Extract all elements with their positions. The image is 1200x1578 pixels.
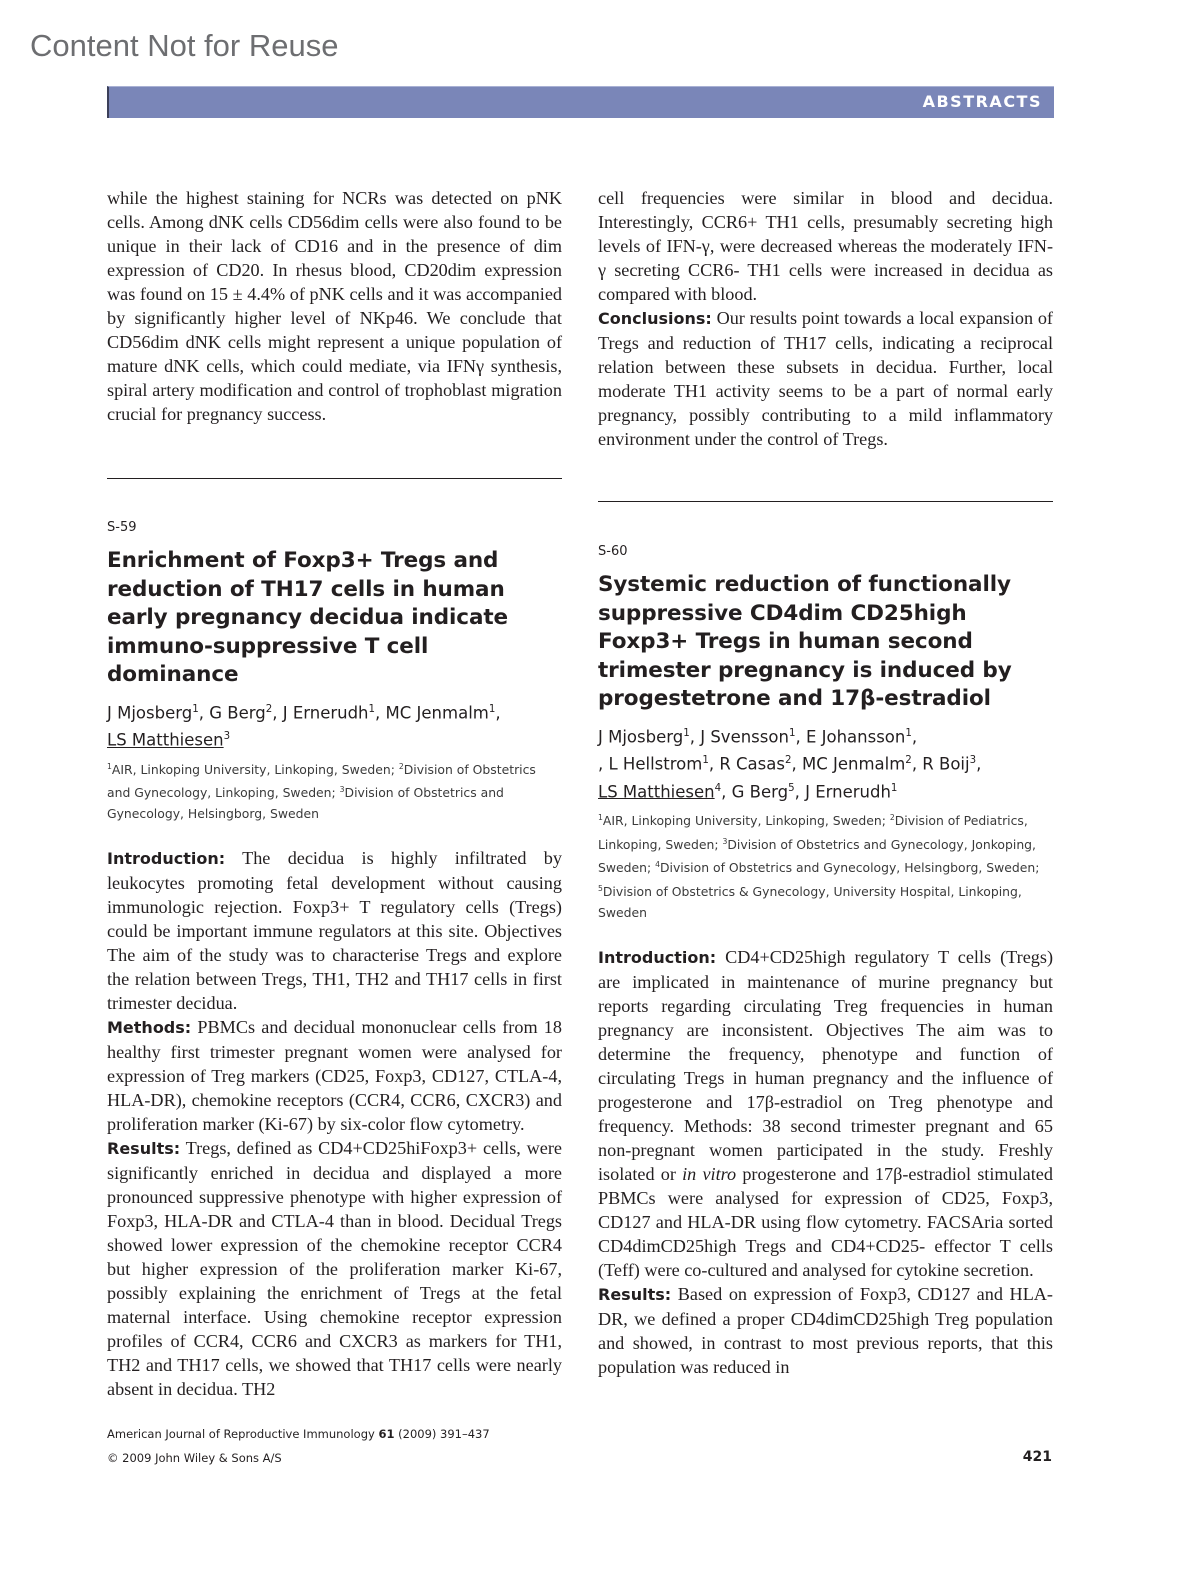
abstract-affiliations: $^1$AIR, Linkoping University, Linkoping, Sweden; $^2$Division of Obstetrics and Gynecology, Linkoping, Sweden; $^3$Division of Obstetrics and Gynecology, Helsingborg, Sweden — [107, 761, 536, 821]
introduction-text: The decidua is highly infiltrated by leukocytes promoting fetal development without causing immunologic rejection. Foxp3+ T regulatory cells (Tregs) could be important immune regulators at this site. Objectives The aim of the study was to characterise Tregs and explore the relation between Tregs, TH1, TH2 and TH17 cells in first trimester decidua. — [107, 848, 562, 1014]
results-text: Based on expression of Foxp3, CD127 and HLA-DR, we defined a proper CD4dimCD25high Treg population and showed, in contrast to most previous reports, that this population was reduced in — [598, 1284, 1053, 1377]
abstract-affiliations: $^1$AIR, Linkoping University, Linkoping, Sweden; $^2$Division of Pediatrics, Linkoping, Sweden; $^3$Division of Obstetrics and Gynecology, Jonkoping, Sweden; $^4$Division of Obstetrics and Gynecology, Helsingborg, Sweden; $^5$Division of Obstetrics & Gynecology, University Hospital, Linkoping, Sweden — [598, 813, 1040, 920]
conclusions-text: Our results point towards a local expansion of Tregs and reduction of TH17 cells, indicating a reciprocal relation between these subsets in decidua. Further, local moderate TH1 activity seems to be a part of normal early pregnancy, possibly contributing to a mild inflammatory environment under the control of Tregs. — [598, 308, 1053, 449]
abstract-id: S-60 — [598, 544, 628, 559]
abstract-s60 — [598, 544, 1053, 1379]
abstract-title: Systemic reduction of functionally suppressive CD4dim CD25high Foxp3+ Tregs in human second trimester pregnancy is induced by progestetrone and 17β-estradiol — [598, 572, 1012, 711]
section-label: ABSTRACTS — [922, 92, 1042, 111]
results-label: Results: — [107, 1139, 181, 1159]
methods-label: Methods: — [107, 1018, 192, 1038]
abstract-divider-right — [598, 501, 1053, 502]
prev-abstract-left-text — [107, 186, 562, 426]
abstract-authors: J Mjosberg$^1$, G Berg$^2$, J Ernerudh$^1$, MC Jenmalm$^1$, LS Matthiesen$^3$ — [107, 703, 501, 750]
abstract-s59 — [107, 520, 562, 1401]
journal-citation: American Journal of Reproductive Immunology 61 (2009) 391–437 — [107, 1427, 490, 1441]
introduction-text: CD4+CD25high regulatory T cells (Tregs) are implicated in maintenance of murine pregnancy but reports regarding circulating Treg frequencies in human pregnancy are inconsistent. Objectives The aim was to determine the frequency, phenotype and function of circulating Tregs in human pregnancy and the influence of progesterone and 17β-estradiol on Treg phenotype and frequency. Methods: 38 second trimester pregnant and 65 non-pregnant women participated in the study. Freshly isolated or — [598, 947, 1053, 1184]
prev-abstract-right-text — [598, 186, 1053, 451]
results-text: Tregs, defined as CD4+CD25hiFoxp3+ cells, were significantly enriched in decidua and displayed a more pronounced suppressive phenotype with higher expression of Foxp3, HLA-DR and CTLA-4 than in blood. Decidual Tregs showed lower expression of the chemokine receptor CCR4 but higher expression of the proliferation marker Ki-67, possibly explaining the enrichment of Tregs at the fetal maternal interface. Using chemokine receptor expression profiles of CCR4, CCR6 and CXCR3 as markers for TH1, TH2 and TH17 cells, we showed that TH17 cells were nearly absent in decidua. TH2 — [107, 1138, 562, 1400]
abstract-body — [107, 846, 562, 1401]
results-paragraph — [598, 1282, 1053, 1379]
prev-abstract-conclusions — [598, 306, 1053, 451]
abstract-divider-left — [107, 478, 562, 479]
introduction-label: Introduction: — [107, 849, 226, 869]
prev-abstract-left-paragraph: while the highest staining for NCRs was detected on pNK cells. Among dNK cells CD56dim cells were also found to be unique in their lack of CD16 and in the presence of dim expression of CD20. In rhesus blood, CD20dim expression was found on 15 ± 4.4% of pNK cells and it was accompanied by significantly higher level of NKp46. We conclude that CD56dim dNK cells might represent a unique population of mature dNK cells, which could mediate, via IFNγ synthesis, spiral artery modification and control of trophoblast migration crucial for pregnancy success. — [107, 188, 562, 424]
page-number: 421 — [1022, 1449, 1052, 1465]
watermark-text: Content Not for Reuse — [30, 28, 339, 63]
copyright-notice: © 2009 John Wiley & Sons A/S — [107, 1451, 282, 1465]
introduction-text-continued: progesterone and 17β-estradiol stimulated PBMCs were analysed for expression of CD25, Foxp3, CD127 and HLA-DR using flow cytometry. FACSAria sorted CD4dimCD25high Tregs and CD4+CD25- effector T cells (Teff) were co-cultured and analysed for cytokine secretion. — [598, 1164, 1053, 1280]
results-paragraph — [107, 1136, 562, 1401]
section-banner — [107, 86, 1054, 118]
methods-text: PBMCs and decidual mononuclear cells from 18 healthy first trimester pregnant women were analysed for expression of Treg markers (CD25, Foxp3, CD127, CTLA-4, HLA-DR), chemokine receptors (CCR4, CCR6, CXCR3) and proliferation marker (Ki-67) by six-color flow cytometry. — [107, 1017, 562, 1135]
methods-paragraph — [107, 1015, 562, 1136]
introduction-italic-text: in vitro — [682, 1164, 737, 1184]
conclusions-label: Conclusions: — [598, 309, 712, 328]
prev-abstract-right-paragraph: cell frequencies were similar in blood and decidua. Interestingly, CCR6+ TH1 cells, presumably secreting high levels of IFN-γ, were decreased whereas the moderately IFN-γ secreting CCR6- TH1 cells were increased in decidua as compared with blood. — [598, 188, 1053, 304]
abstract-authors: J Mjosberg$^1$, J Svensson$^1$, E Johansson$^1$, , L Hellstrom$^1$, R Casas$^2$, MC Jenmalm$^2$, R Boij$^3$, LS Matthiesen$^4$, G Berg$^5$, J Ernerudh$^1$ — [598, 727, 982, 801]
results-label: Results: — [598, 1285, 672, 1304]
introduction-paragraph — [107, 846, 562, 1015]
abstract-body — [598, 945, 1053, 1379]
introduction-label: Introduction: — [598, 948, 717, 967]
abstract-id: S-59 — [107, 520, 137, 535]
abstract-title: Enrichment of Foxp3+ Tregs and reduction of TH17 cells in human early pregnancy decidua indicate immuno-suppressive T cell dominance — [107, 548, 509, 687]
introduction-paragraph — [598, 945, 1053, 1282]
